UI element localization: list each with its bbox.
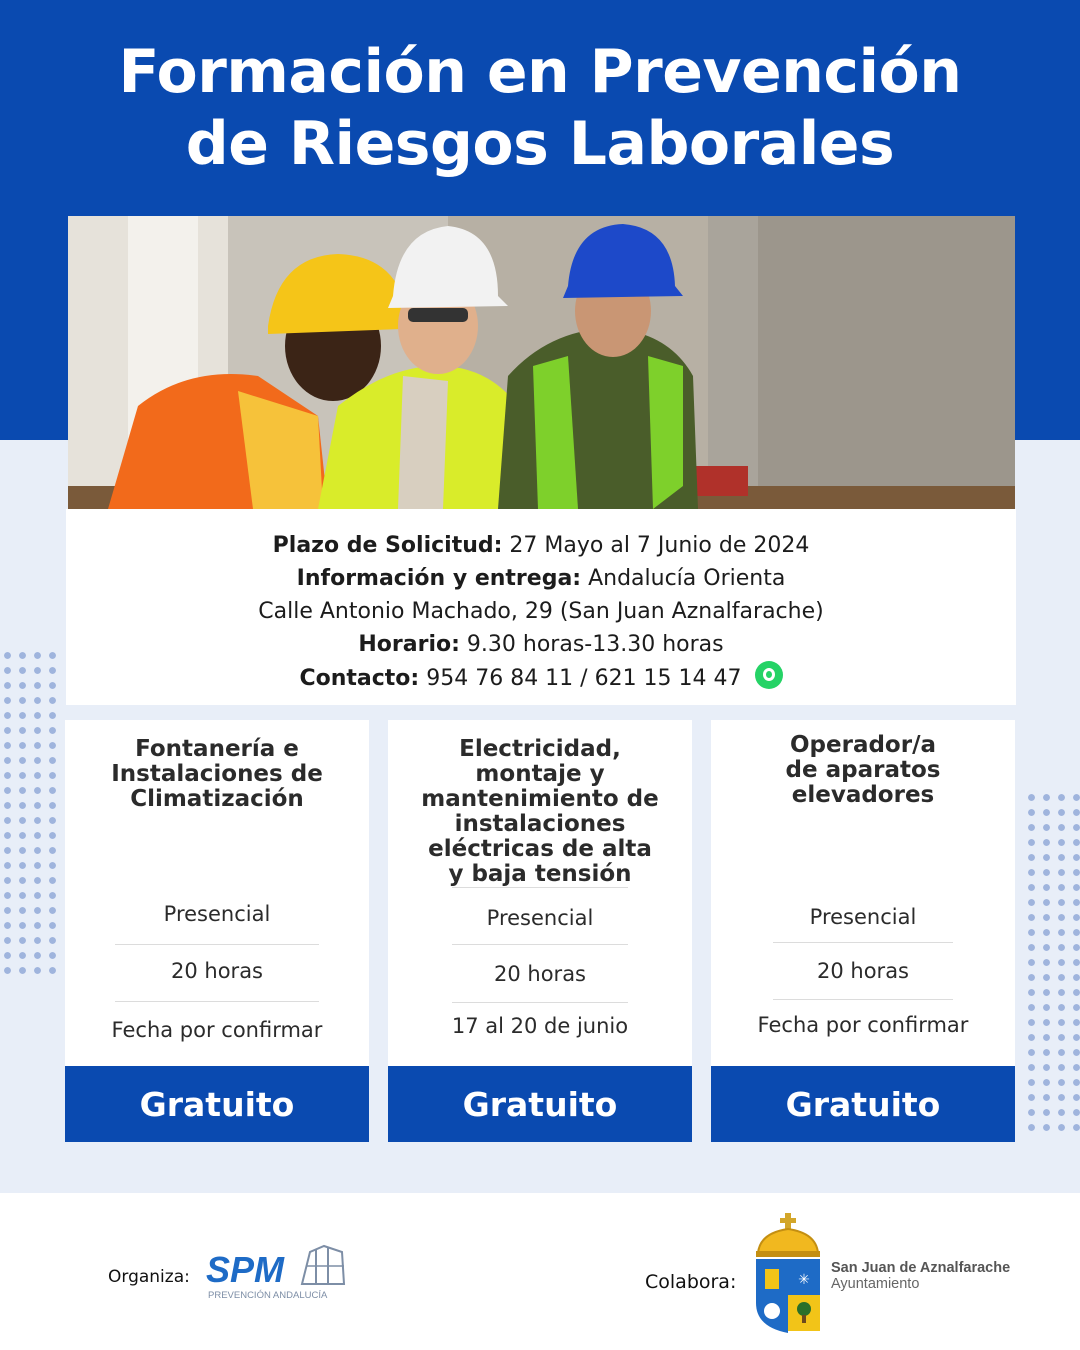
divider [115, 1001, 319, 1002]
course-title-line: Fontanería e [135, 736, 299, 762]
course-card-fontaneria [65, 720, 369, 1142]
course-mode: Presencial [486, 906, 594, 930]
course-hours: 20 horas [171, 959, 263, 983]
divider [452, 887, 628, 888]
divider [773, 942, 953, 943]
course-date: 17 al 20 de junio [451, 1014, 629, 1038]
course-title-line: Electricidad, [459, 736, 621, 762]
course-title-line: y baja tensión [448, 861, 632, 887]
course-date: Fecha por confirmar [757, 1013, 969, 1037]
course-title-line: Climatización [130, 786, 304, 812]
course-mode: Presencial [163, 902, 271, 926]
horario-label: Horario: [358, 632, 460, 657]
colabora-label: Colabora: [645, 1271, 737, 1293]
spm-logo-text: SPM [206, 1249, 285, 1290]
town-coat-of-arms [752, 1213, 824, 1341]
course-title-line: Operador/a [789, 732, 936, 758]
divider [773, 999, 953, 1000]
course-date: Fecha por confirmar [111, 1018, 323, 1042]
divider [452, 1002, 628, 1003]
info-address: Calle Antonio Machado, 29 (San Juan Aznalfarache) [258, 599, 824, 624]
town-name: San Juan de Aznalfarache [831, 1260, 1011, 1276]
price-badge: Gratuito [711, 1066, 1015, 1142]
course-title-line: montaje y [475, 761, 605, 787]
svg-text:✳: ✳ [798, 1272, 810, 1288]
spm-logo [206, 1244, 346, 1306]
plazo-value: 27 Mayo al 7 Junio de 2024 [509, 533, 810, 558]
price-badge: Gratuito [65, 1066, 369, 1142]
title-line-1: Formación en Prevención [118, 37, 962, 107]
entrega-value: Andalucía Orienta [588, 566, 786, 591]
whatsapp-icon[interactable] [755, 661, 783, 689]
entrega-label: Información y entrega: [296, 566, 582, 591]
organiza-label: Organiza: [108, 1267, 190, 1287]
course-title-line: Instalaciones de [111, 761, 323, 787]
divider [115, 944, 319, 945]
course-title [711, 733, 1015, 808]
course-hours: 20 horas [494, 962, 586, 986]
contacto-value: 954 76 84 11 / 621 15 14 47 [426, 666, 742, 691]
course-hours: 20 horas [817, 959, 909, 983]
contacto-label: Contacto: [299, 666, 420, 691]
course-title-line: instalaciones [454, 811, 626, 837]
application-info [66, 509, 1016, 705]
course-title-line: eléctricas de alta [428, 836, 652, 862]
decorative-dots-left [0, 648, 62, 978]
course-title [65, 737, 369, 812]
info-contacto [66, 661, 1016, 695]
info-plazo [66, 529, 1016, 562]
info-horario [66, 628, 1016, 661]
horario-value: 9.30 horas-13.30 horas [466, 632, 724, 657]
plazo-label: Plazo de Solicitud: [272, 533, 503, 558]
info-entrega [66, 562, 1016, 595]
course-card-electricidad [388, 720, 692, 1142]
course-mode: Presencial [809, 905, 917, 929]
decorative-dots-right [1024, 790, 1080, 1135]
course-card-operador [711, 720, 1015, 1142]
workers-photo [68, 216, 1015, 509]
course-title [388, 737, 692, 887]
spm-logo-subtitle: PREVENCIÓN ANDALUCÍA [208, 1290, 328, 1301]
page-title [0, 36, 1080, 180]
course-title-line: de aparatos [785, 757, 941, 783]
price-badge: Gratuito [388, 1066, 692, 1142]
town-subtitle: Ayuntamiento [831, 1276, 920, 1292]
course-title-line: elevadores [791, 782, 935, 808]
divider [452, 944, 628, 945]
title-line-2: de Riesgos Laborales [185, 109, 895, 179]
course-title-line: mantenimiento de [421, 786, 659, 812]
